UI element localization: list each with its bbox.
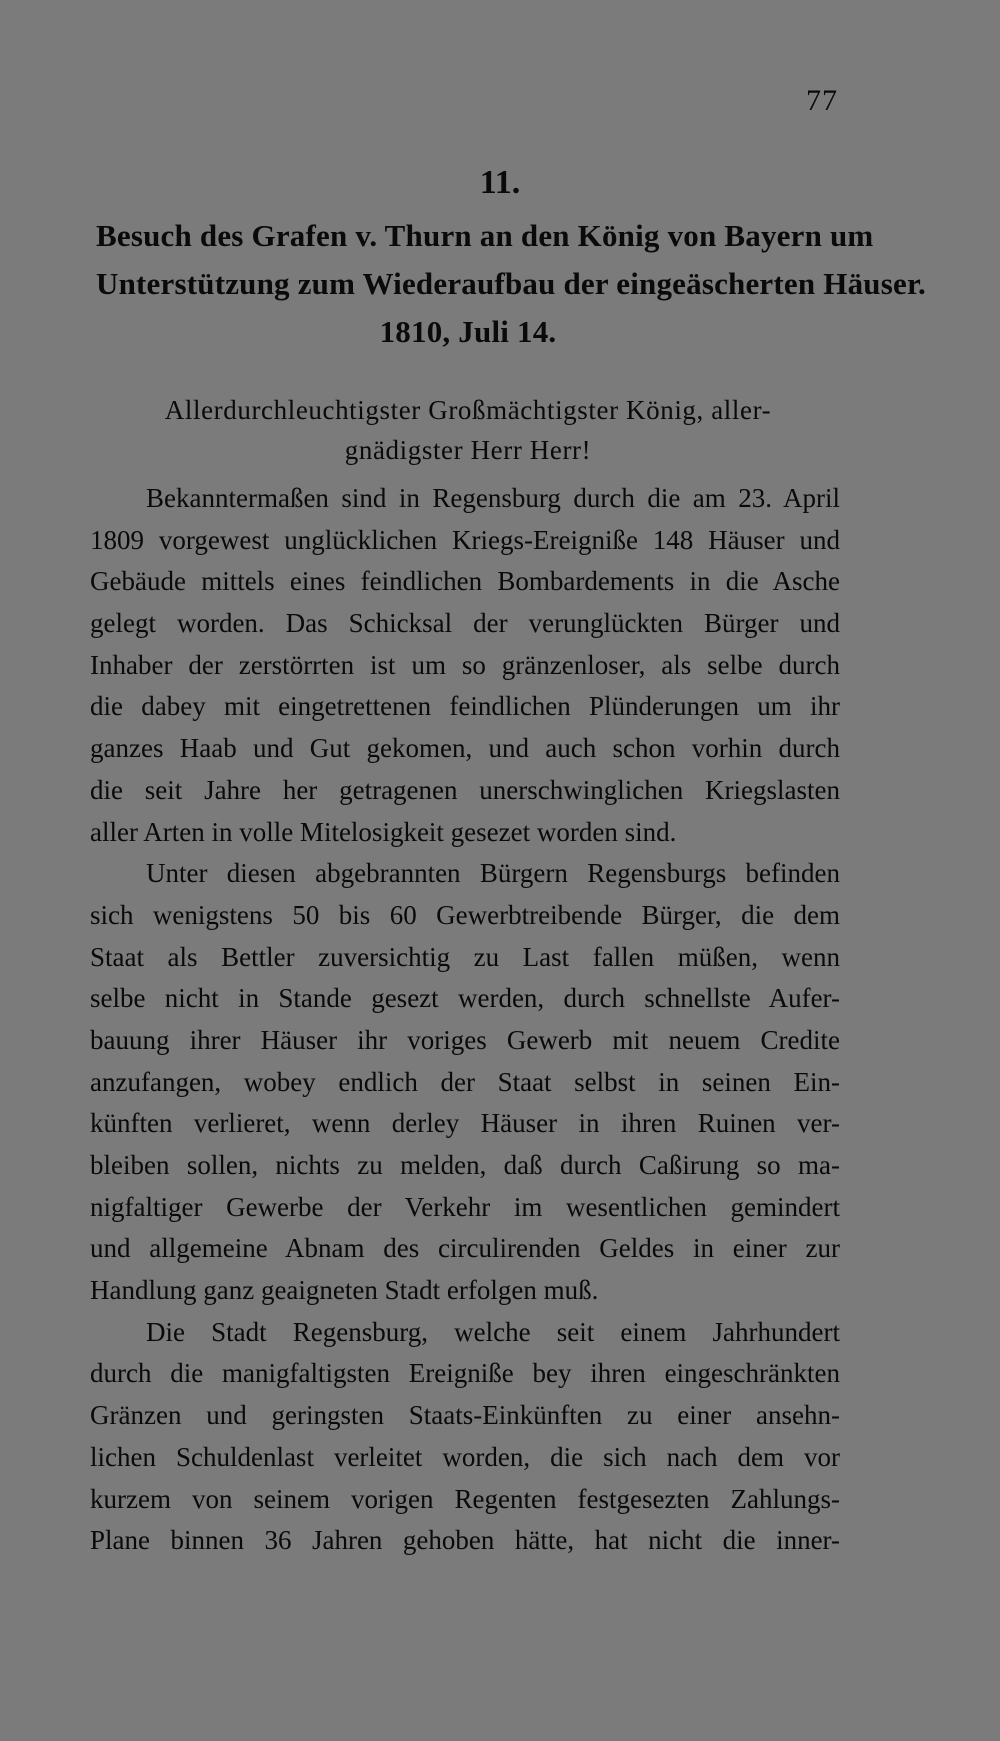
text-line: kurzem von seinem vorigen Regenten festgesezten Zahlungs- [90, 1483, 840, 1514]
text-line: Die Stadt Regensburg, welche seit einem Jahrhundert [146, 1316, 840, 1347]
text-line: Staat als Bettler zuversichtig zu Last fallen müßen, wenn [90, 941, 840, 972]
text-line: Handlung ganz geaigneten Stadt erfolgen muß. [90, 1275, 599, 1306]
page-number: 77 [806, 84, 838, 117]
text-line: Gebäude mittels eines feindlichen Bombardements in die Asche [90, 566, 840, 597]
text-line: bauung ihrer Häuser ihr voriges Gewerb mit neuem Credite [90, 1024, 840, 1055]
text-line: 1809 vorgewest unglücklichen Kriegs-Ereigniße 148 Häuser und [90, 524, 840, 555]
title-line: Besuch des Grafen v. Thurn an den König von Bayern um [96, 218, 874, 253]
document-title [96, 212, 927, 356]
text-line: selbe nicht in Stande gesezt werden, durch schnellste Aufer- [90, 983, 840, 1014]
text-line: anzufangen, wobey endlich der Staat selbst in seinen Ein- [90, 1066, 840, 1097]
text-line: nigfaltiger Gewerbe der Verkehr im wesentlichen gemindert [90, 1191, 840, 1222]
paragraph-1 [90, 478, 840, 853]
text-line: Bekanntermaßen sind in Regensburg durch die am 23. April [146, 483, 840, 513]
document-number: 11. [479, 164, 521, 201]
body-text [90, 478, 840, 1562]
text-line: aller Arten in volle Mitelosigkeit gesezet worden sind. [90, 816, 677, 847]
text-line: Gränzen und geringsten Staats-Einkünften zu einer ansehn- [90, 1400, 840, 1431]
text-line: durch die manigfaltigsten Ereigniße bey ihren eingeschränkten [90, 1358, 840, 1389]
text-line: künften verlieret, wenn derley Häuser in ihren Ruinen ver- [90, 1108, 840, 1139]
text-line: ganzes Haab und Gut gekomen, und auch schon vorhin durch [90, 733, 840, 764]
salutation [96, 390, 840, 470]
paragraph-2 [90, 853, 840, 1312]
text-line: die dabey mit eingetrettenen feindlichen Plünderungen um ihr [90, 691, 840, 722]
text-line: gelegt worden. Das Schicksal der verunglückten Bürger und [90, 608, 840, 639]
text-line: die seit Jahre her getragenen unerschwinglichen Kriegslasten [90, 774, 840, 805]
title-line: Unterstützung zum Wiederaufbau der eingeäscherten Häuser. [96, 266, 927, 301]
text-line: und allgemeine Abnam des circulirenden Geldes in einer zur [90, 1233, 840, 1264]
text-line: Unter diesen abgebrannten Bürgern Regensburgs befinden [146, 858, 840, 889]
text-line: Inhaber der zerstörrten ist um so gränzenloser, als selbe durch [90, 649, 840, 680]
text-line: bleiben sollen, nichts zu melden, daß durch Caßirung so ma- [90, 1150, 840, 1180]
salutation-line: gnädigster Herr Herr! [344, 435, 592, 465]
salutation-line: Allerdurchleuchtigster Großmächtigster König, aller- [164, 395, 772, 425]
title-date-line: 1810, Juli 14. [379, 314, 557, 349]
text-line: Plane binnen 36 Jahren gehoben hätte, hat nicht die inner- [90, 1525, 840, 1556]
text-line: lichen Schuldenlast verleitet worden, die sich nach dem vor [90, 1441, 840, 1472]
paragraph-3 [90, 1312, 840, 1562]
text-line: sich wenigstens 50 bis 60 Gewerbtreibende Bürger, die dem [90, 899, 840, 930]
